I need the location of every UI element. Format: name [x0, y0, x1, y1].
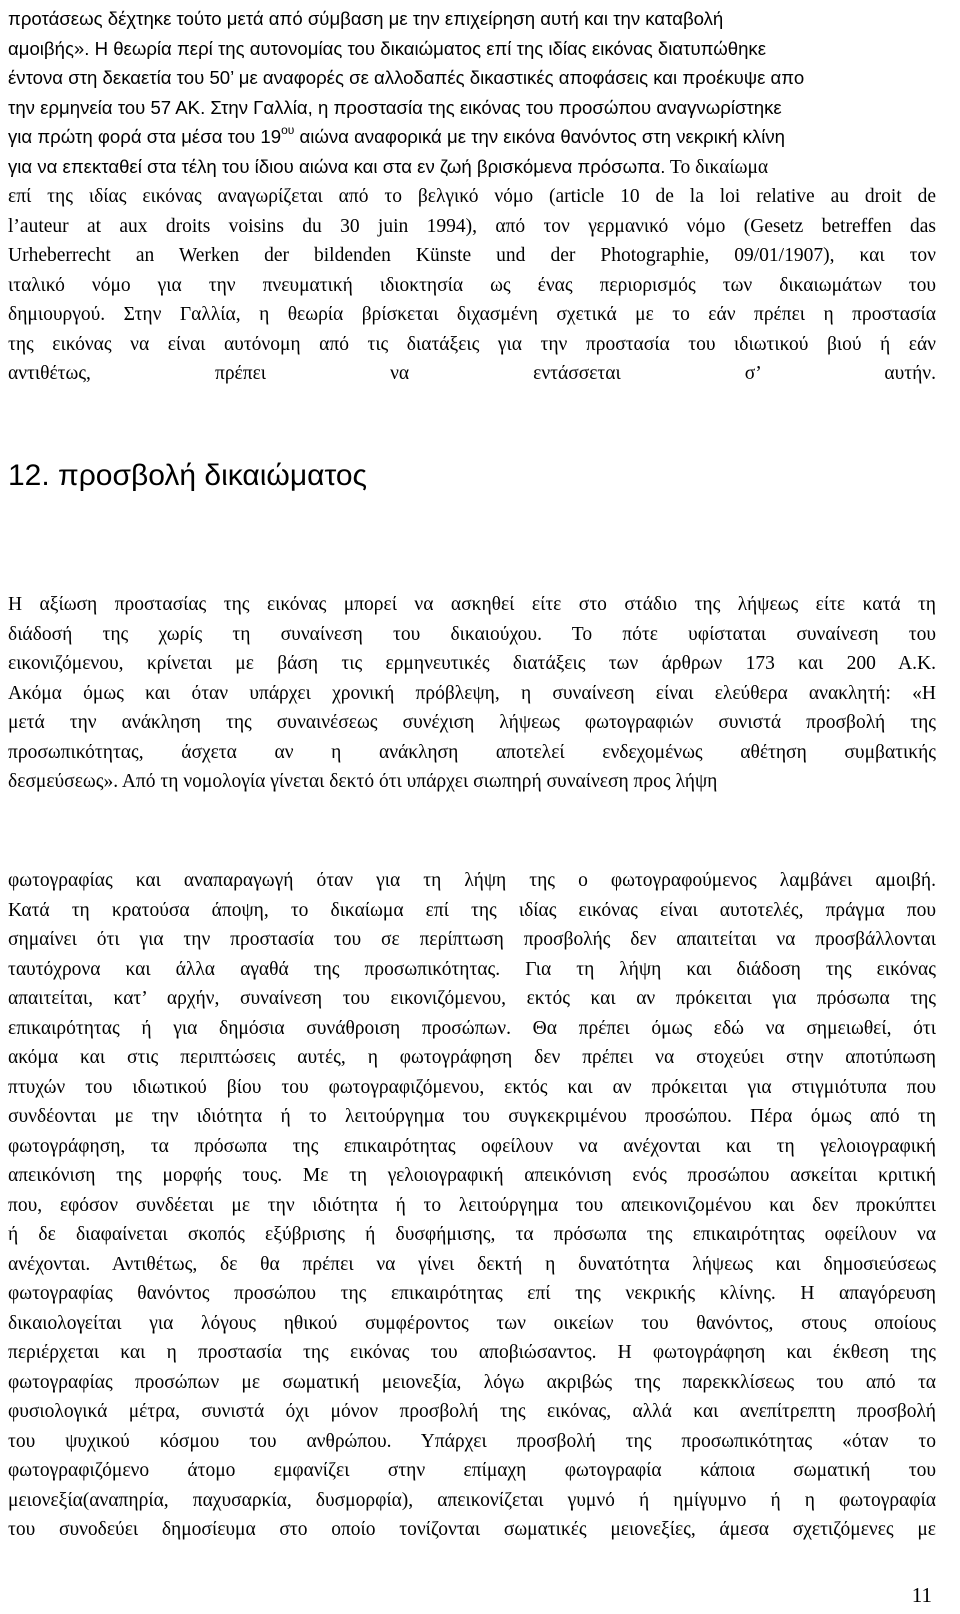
text-line: εικονιζόμενου, κρίνεται με βάση τις ερμηνευτικές διατάξεις των άρθρων 173 και 200 Α.Κ. — [8, 653, 936, 674]
paragraph-continued — [8, 4, 936, 389]
text-fragment: για να επεκταθεί στα τέλη του ίδιου αιώνα και στα εν ζωή βρισκόμενα πρόσωπα. — [8, 155, 666, 177]
text-line: την ερμηνεία του 57 ΑΚ. Στην Γαλλία, η προστασία της εικόνας του προσώπου αναγνωρίστηκε — [8, 96, 782, 118]
text-line — [8, 152, 936, 183]
text-line: δημιουργού. Στην Γαλλία, η θεωρία βρίσκεται διχασμένη σχετικά με το εάν πρέπει η προστασία — [8, 304, 936, 325]
text-line: Κατά τη κρατούσα άποψη, το δικαίωμα επί της ιδίας εικόνας είναι αυτοτελές, πράγμα που — [8, 899, 936, 921]
text-line: του ψυχικού κόσμου του ανθρώπου. Υπάρχει προσβολή της προσωπικότητας «όταν το — [8, 1430, 936, 1452]
text-line: αμοιβής». Η θεωρία περί της αυτονομίας του δικαιώματος επί της ιδίας εικόνας διατυπώθηκε — [8, 37, 767, 59]
text-line: ταυτόχρονα και άλλα αγαθά της προσωπικότητας. Για τη λήψη και διάδοση της εικόνας — [8, 958, 936, 980]
text-line: απαιτείται, κατ’ αρχήν, συναίνεση του εικονιζόμενου, εκτός και αν πρόκειται για πρόσωπα της — [8, 988, 936, 1009]
paragraph-infringement — [8, 866, 936, 1545]
text-line: Η αξίωση προστασίας της εικόνας μπορεί να ασκηθεί είτε στο στάδιο της λήψεως είτε κατά τη — [8, 594, 936, 615]
text-line: προσωπικότητας, άσχετα αν η ανάκληση αποτελεί ενδεχομένως αθέτηση συμβατικής — [8, 741, 936, 763]
text-line: έντονα στη δεκαετία του 50’ με αναφορές σε αλλοδαπές δικαστικές αποφάσεις και προέκυψε απο — [8, 67, 805, 88]
text-line: ανέχονται. Αντιθέτως, δε θα πρέπει να γίνει δεκτή η δυνατότητα λήψεως και δημοσιεύσεως — [8, 1253, 936, 1275]
text-fragment: Το δικαίωμα — [665, 156, 769, 178]
text-line: ή δε διαφαίνεται σκοπός εξύβρισης ή δυσφήμισης, τα πρόσωπα της επικαιρότητας οφείλουν να — [8, 1224, 936, 1245]
text-line: αντιθέτως, πρέπει να εντάσσεται σ’ αυτήν. — [8, 363, 936, 384]
text-line: που, εφόσον συνδέεται με την ιδιότητα ή το λειτούργημα του απεικονιζομένου και δεν προκύπτει — [8, 1194, 936, 1216]
text-line: l’auteur at aux droits voisins du 30 juin 1994), από τον γερμανικό νόμο (Gesetz betreffen das — [8, 215, 936, 237]
text-line: συνδέονται με την ιδιότητα ή το λειτούργημα του συγκεκριμένου προσώπου. Πέρα όμως από τη — [8, 1106, 936, 1127]
text-line: σημαίνει ότι για την προστασία του σε περίπτωση προσβολής δεν απαιτείται να προσβάλλονται — [8, 929, 936, 950]
text-line: μετά την ανάκληση της συναινέσεως συνέχιση λήψεως φωτογραφιών συνιστά προσβολή της — [8, 712, 936, 733]
text-line: επικαιρότητας ή για δημόσια συνάθροιση προσώπων. Θα πρέπει όμως εδώ να σημειωθεί, ότι — [8, 1017, 936, 1039]
text-line: φωτογραφίας θανόντος προσώπου της επικαιρότητας επί της νεκρικής κλίνης. Η απαγόρευση — [8, 1283, 936, 1304]
text-line: φωτογράφηση, τα πρόσωπα της επικαιρότητας οφείλουν να ανέχονται και τη γελοιογραφική — [8, 1135, 936, 1157]
text-line: ιταλικό νόμο για την πνευματική ιδιοκτησία ως ένας περιορισμός των δικαιωμάτων του — [8, 274, 936, 296]
section-heading: 12. προσβολή δικαιώματος — [8, 459, 368, 492]
text-line: προτάσεως δέχτηκε τούτο μετά από σύμβαση με την επιχείρηση αυτή και την καταβολή — [8, 8, 724, 29]
paragraph-consent — [8, 590, 936, 797]
text-line: περιέρχεται και η προστασία της εικόνας του αποβιώσαντος. Η φωτογράφηση και έκθεση της — [8, 1342, 936, 1363]
text-line: δικαιολογείται για λόγους ηθικού συμφέροντος των οικείων του θανόντος, στους οποίους — [8, 1312, 936, 1334]
text-line: δεσμεύσεως». Από τη νομολογία γίνεται δεκτό ότι υπάρχει σιωπηρή συναίνεση προς λήψη — [8, 771, 718, 792]
text-line: διάδοσή της χωρίς τη συναίνεση του δικαιούχου. Το πότε υφίσταται συναίνεση του — [8, 623, 936, 645]
text-fragment: για πρώτη φορά στα μέσα του 19 — [8, 126, 282, 147]
text-line: Urheberrecht an Werken der bildenden Künste und der Photographie, 09/01/1907), και τον — [8, 245, 936, 266]
text-line: φωτογραφιζόμενο άτομο εμφανίζει στην επίμαχη φωτογραφία κάποια σωματική του — [8, 1460, 936, 1481]
text-line: φυσιολογικά μέτρα, συνιστά όχι μόνον προσβολή της εικόνας, αλλά και ανεπίτρεπτη προσβολή — [8, 1401, 936, 1422]
text-line: της εικόνας να είναι αυτόνομη από τις διατάξεις για την προστασία του ιδιωτικού βιού ή εάν — [8, 333, 936, 355]
text-line: ακόμα και στις περιπτώσεις αυτές, η φωτογράφηση δεν πρέπει να στοχεύει στην αποτύπωση — [8, 1047, 936, 1068]
text-line: επί της ιδίας εικόνας αναγωρίζεται από το βελγικό νόμο (article 10 de la loi relative au droit de — [8, 186, 936, 207]
text-line: του συνοδεύει δημοσίευμα στο οποίο τονίζονται σωματικές μειονεξίες, άμεσα σχετιζόμενες με — [8, 1519, 936, 1540]
text-line: φωτογραφίας προσώπων με σωματική μειονεξία, λόγω ακριβώς της παρεκκλίσεως του από τα — [8, 1371, 936, 1393]
page-number: 11 — [911, 1583, 932, 1607]
text-fragment: αιώνα αναφορικά με την εικόνα θανόντος στη νεκρική κλίνη — [294, 126, 785, 147]
text-line: φωτογραφίας και αναπαραγωγή όταν για τη λήψη της ο φωτογραφούμενος λαμβάνει αμοιβή. — [8, 870, 936, 891]
text-line: απεικόνιση της μορφής τους. Με τη γελοιογραφική απεικόνιση ενός προσώπου ασκείται κριτική — [8, 1165, 936, 1186]
text-line: μειονεξία(αναπηρία, παχυσαρκία, δυσμορφία), απεικονίζεται γυμνό ή ημίγυμνο ή η φωτογραφία — [8, 1489, 936, 1511]
ordinal-superscript: ου — [281, 123, 295, 137]
text-line: πτυχών του ιδιωτικού βίου του φωτογραφιζόμενου, εκτός και αν πρόκειται για στιγμιότυπα που — [8, 1076, 936, 1098]
text-line: Ακόμα όμως και όταν υπάρχει χρονική πρόβλεψη, η συναίνεση είναι ελεύθερα ανακλητή: «Η — [8, 682, 936, 704]
text-line — [8, 122, 936, 152]
